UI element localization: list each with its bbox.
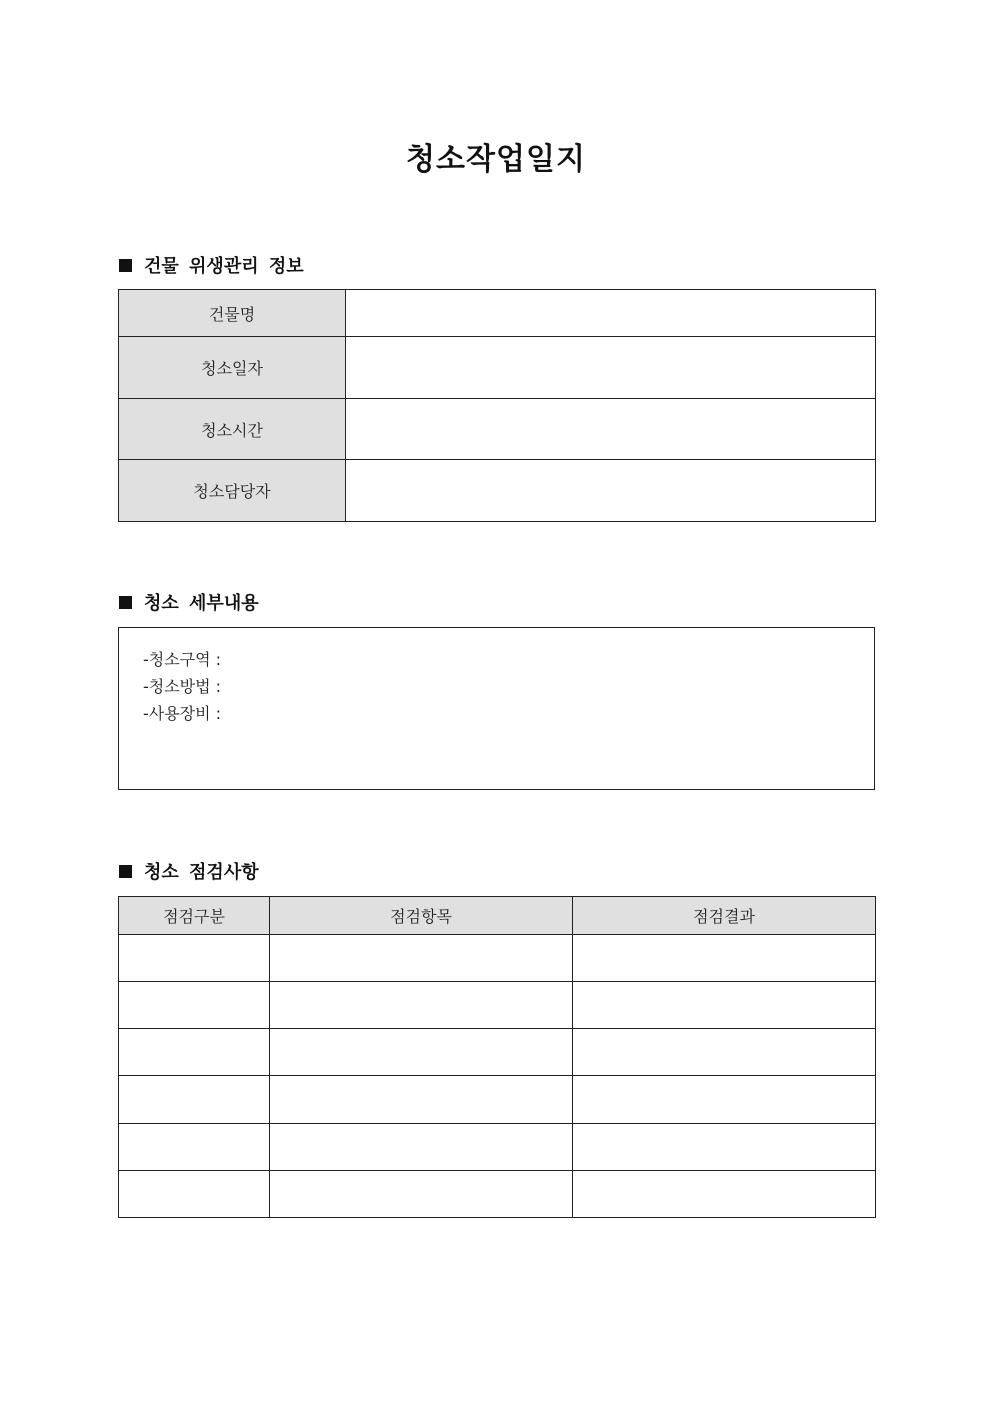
cleaning-details-box[interactable] [118,627,875,790]
cleaning-manager-field[interactable] [346,460,876,522]
table-row [119,982,876,1029]
inspection-item-cell[interactable] [270,935,573,982]
inspection-table [118,896,876,1218]
table-row [119,337,876,399]
inspection-category-cell[interactable] [119,1076,270,1124]
inspection-category-cell[interactable] [119,1171,270,1218]
cleaning-area-line: -청소구역 : [143,650,222,669]
cleaning-manager-label: 청소담당자 [119,460,346,522]
section-heading-building-info [119,253,304,277]
inspection-result-cell[interactable] [573,1076,876,1124]
square-bullet-icon [119,596,132,609]
section-heading-inspection [119,859,259,883]
cleaning-date-label: 청소일자 [119,337,346,399]
table-row [119,1029,876,1076]
cleaning-time-label: 청소시간 [119,399,346,460]
inspection-category-cell[interactable] [119,935,270,982]
square-bullet-icon [119,865,132,878]
inspection-item-cell[interactable] [270,1124,573,1171]
inspection-item-cell[interactable] [270,1171,573,1218]
section-heading-text: 건물 위생관리 정보 [144,256,304,277]
table-row [119,1076,876,1124]
column-header-item: 점검항목 [270,897,573,935]
table-row [119,935,876,982]
square-bullet-icon [119,259,132,272]
inspection-category-cell[interactable] [119,982,270,1029]
cleaning-time-field[interactable] [346,399,876,460]
section-heading-text: 청소 세부내용 [144,593,259,614]
building-name-label: 건물명 [119,290,346,337]
inspection-category-cell[interactable] [119,1124,270,1171]
inspection-result-cell[interactable] [573,1171,876,1218]
inspection-item-cell[interactable] [270,982,573,1029]
table-header-row [119,897,876,935]
table-row [119,290,876,337]
building-name-field[interactable] [346,290,876,337]
inspection-item-cell[interactable] [270,1076,573,1124]
section-heading-text: 청소 점검사항 [144,862,259,883]
cleaning-method-line: -청소방법 : [143,677,222,696]
inspection-item-cell[interactable] [270,1029,573,1076]
inspection-result-cell[interactable] [573,982,876,1029]
table-row [119,460,876,522]
page-title: 청소작업일지 [406,142,586,177]
table-row [119,399,876,460]
building-info-table [118,289,876,522]
inspection-result-cell[interactable] [573,1029,876,1076]
cleaning-date-field[interactable] [346,337,876,399]
equipment-used-line: -사용장비 : [143,704,222,723]
table-row [119,1171,876,1218]
inspection-category-cell[interactable] [119,1029,270,1076]
inspection-result-cell[interactable] [573,935,876,982]
section-heading-details [119,590,259,614]
table-row [119,1124,876,1171]
column-header-result: 점검결과 [573,897,876,935]
column-header-category: 점검구분 [119,897,270,935]
inspection-result-cell[interactable] [573,1124,876,1171]
